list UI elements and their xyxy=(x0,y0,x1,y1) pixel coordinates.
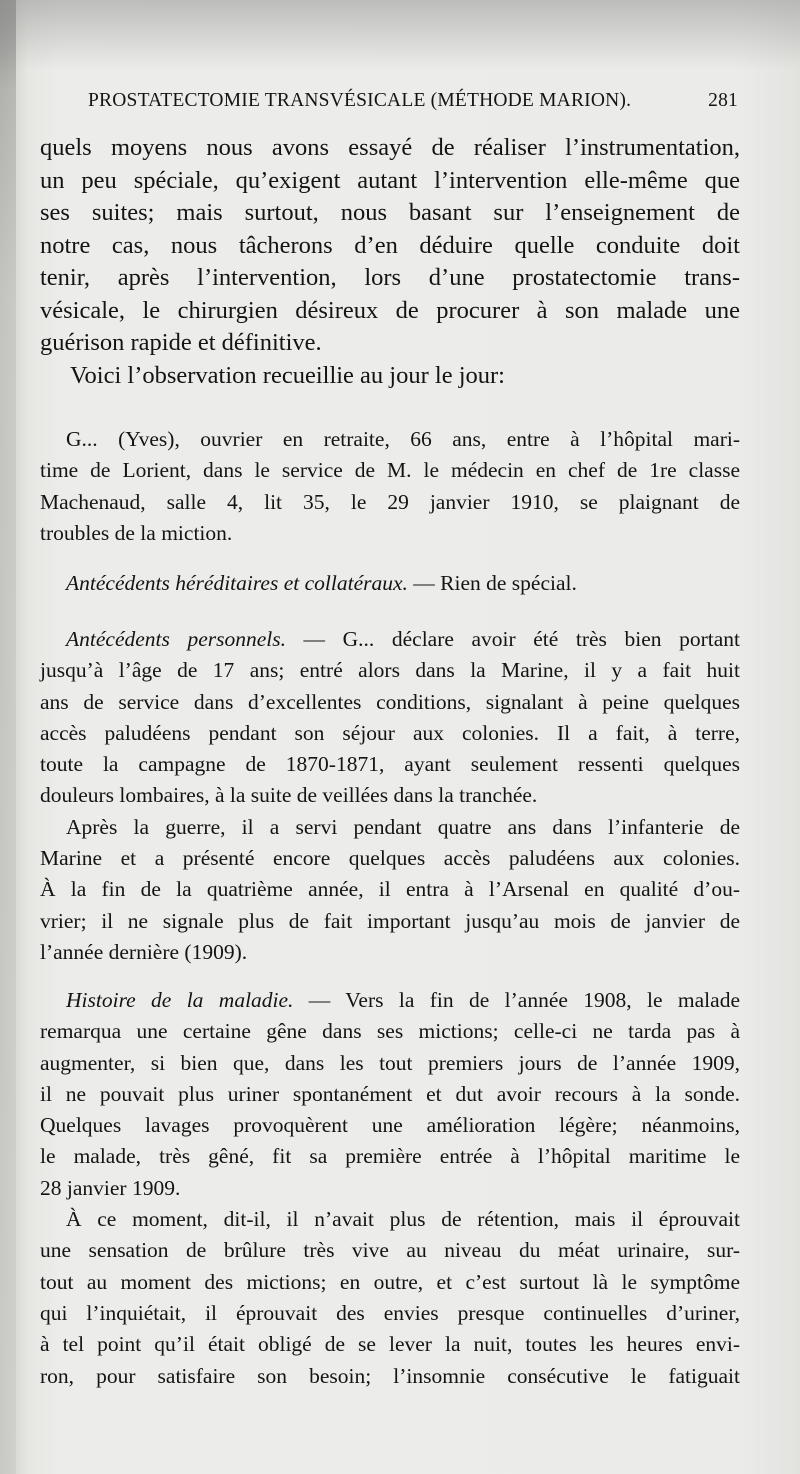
section-label: Histoire de la maladie. xyxy=(66,988,294,1012)
text-line: ans de service dans d’excellentes conditions, signalant à peine quelques xyxy=(40,689,740,714)
antecedents-personnels xyxy=(40,624,740,968)
text-line: à tel point qu’il était obligé de se lever la nuit, toutes les heures envi- xyxy=(40,1332,740,1357)
section-text: — Vers la fin de l’année 1908, le malade xyxy=(293,988,740,1012)
text-line xyxy=(40,985,740,1016)
scan-binding-shadow xyxy=(0,0,16,1474)
text-line: toute la campagne de 1870-1871, ayant seulement ressenti quelques xyxy=(40,752,740,777)
running-head-title: PROSTATECTOMIE TRANSVÉSICALE (MÉTHODE MARION). xyxy=(88,90,632,111)
text-line: vésicale, le chirurgien désireux de procurer à son malade une xyxy=(40,296,740,324)
text-line: ron, pour satisfaire son besoin; l’insomnie consécutive le fatiguait xyxy=(40,1363,740,1388)
intro-paragraph xyxy=(40,132,740,392)
text-line: À ce moment, dit-il, il n’avait plus de rétention, mais il éprouvait xyxy=(66,1207,740,1232)
text-line: troubles de la miction. xyxy=(40,520,233,545)
text-line xyxy=(40,568,740,599)
page-number: 281 xyxy=(708,90,738,111)
text-line: quels moyens nous avons essayé de réaliser l’instrumentation, xyxy=(40,134,740,161)
text-line: l’année dernière (1909). xyxy=(40,939,248,964)
text-line: À la fin de la quatrième année, il entra à l’Arsenal en qualité d’ou- xyxy=(40,877,740,902)
text-line: vrier; il ne signale plus de fait important jusqu’au mois de janvier de xyxy=(40,908,740,933)
text-line: Machenaud, salle 4, lit 35, le 29 janvier 1910, se plaignant de xyxy=(40,489,740,514)
text-line: le malade, très gêné, fit sa première entrée à l’hôpital maritime le xyxy=(40,1144,740,1169)
text-line: ses suites; mais surtout, nous basant sur l’enseignement de xyxy=(40,199,740,226)
text-line: time de Lorient, dans le service de M. le médecin en chef de 1re classe xyxy=(40,458,740,483)
antecedents-hereditaires xyxy=(40,568,740,599)
histoire-de-la-maladie xyxy=(40,985,740,1392)
text-line: Marine et a présenté encore quelques accès paludéens aux colonies. xyxy=(40,846,740,871)
text-line: remarqua une certaine gêne dans ses mictions; celle-ci ne tarda pas à xyxy=(40,1019,740,1044)
text-line: il ne pouvait plus uriner spontanément et dut avoir recours à la sonde. xyxy=(40,1081,740,1106)
text-line: une sensation de brûlure très vive au niveau du méat urinaire, sur- xyxy=(40,1238,740,1263)
text-line: augmenter, si bien que, dans les tout premiers jours de l’année 1909, xyxy=(40,1050,740,1075)
text-line xyxy=(40,624,740,655)
text-line: notre cas, nous tâcherons d’en déduire quelle conduite doit xyxy=(40,231,740,259)
voici-line: Voici l’observation recueillie au jour le jour: xyxy=(70,361,505,389)
text-line: qui l’inquiétait, il éprouvait des envies presque continuelles d’uriner, xyxy=(40,1300,740,1325)
text-line: guérison rapide et définitive. xyxy=(40,329,322,356)
text-line: 28 janvier 1909. xyxy=(40,1175,181,1200)
text-line: un peu spéciale, qu’exigent autant l’intervention elle-même que xyxy=(40,166,740,194)
section-text: — G... déclare avoir été très bien portant xyxy=(285,627,740,651)
text-line: accès paludéens pendant son séjour aux colonies. Il a fait, à terre, xyxy=(40,720,740,745)
text-line: Quelques lavages provoquèrent une amélioration légère; néanmoins, xyxy=(40,1113,740,1138)
text-line: jusqu’à l’âge de 17 ans; entré alors dans la Marine, il y a fait huit xyxy=(40,658,740,683)
observation-paragraph xyxy=(40,424,740,549)
scan-top-shadow xyxy=(0,0,800,70)
section-text: — Rien de spécial. xyxy=(407,571,577,595)
running-head xyxy=(88,90,738,112)
text-line: G... (Yves), ouvrier en retraite, 66 ans, entre à l’hôpital mari- xyxy=(66,427,740,451)
text-line: tout au moment des mictions; en outre, et c’est surtout là le symptôme xyxy=(40,1269,740,1294)
section-label: Antécédents personnels. xyxy=(66,627,286,651)
text-line: Après la guerre, il a servi pendant quatre ans dans l’infanterie de xyxy=(66,814,740,839)
text-line: douleurs lombaires, à la suite de veillées dans la tranchée. xyxy=(40,783,538,808)
text-line: tenir, après l’intervention, lors d’une prostatectomie trans- xyxy=(40,264,740,291)
section-label: Antécédents héréditaires et collatéraux. xyxy=(66,571,408,595)
